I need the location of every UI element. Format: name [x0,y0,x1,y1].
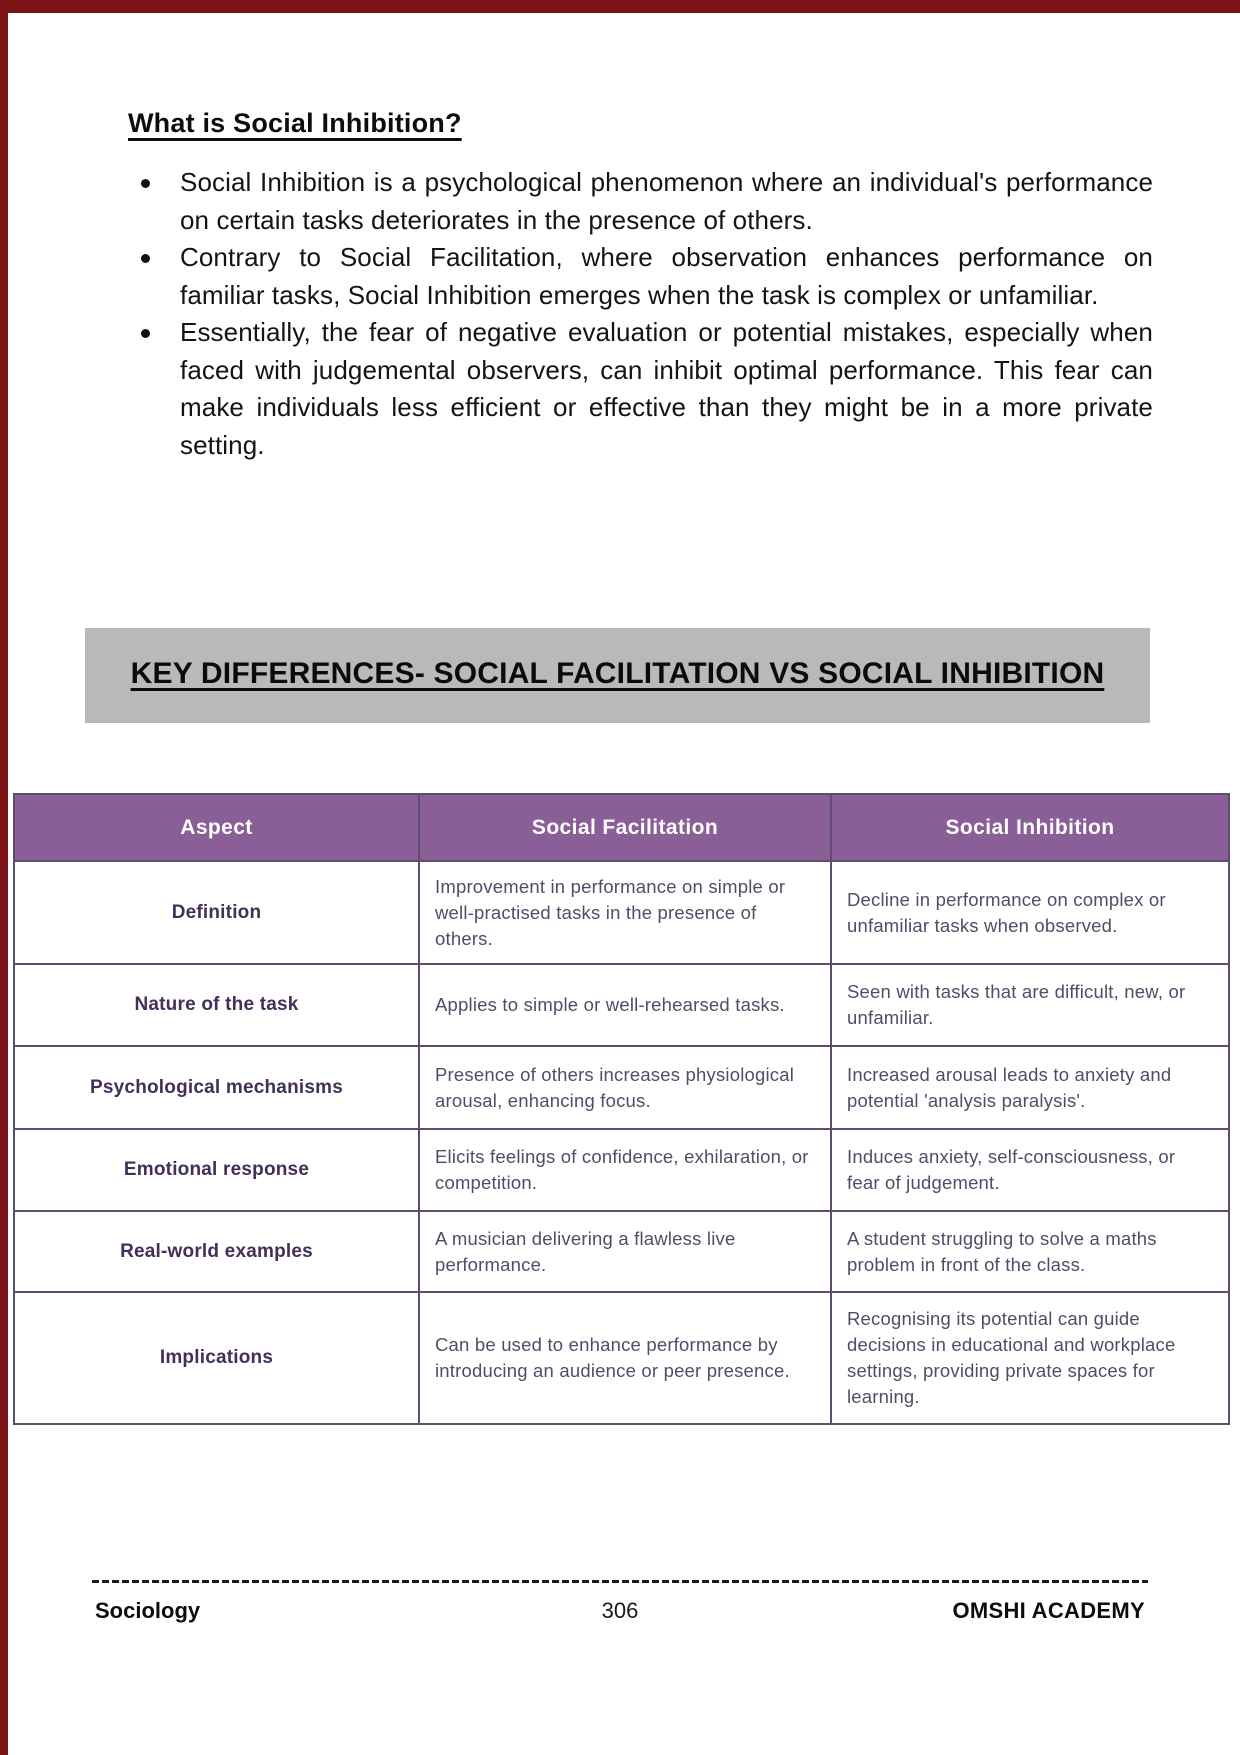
column-header-facilitation: Social Facilitation [419,794,831,861]
table-row [14,1211,1229,1292]
footer-divider [92,1580,1148,1583]
list-item [133,314,1153,464]
comparison-table [13,793,1230,1425]
table-row [14,1046,1229,1129]
aspect-cell: Definition [14,861,419,964]
bullet-text: Contrary to Social Facilitation, where observation enhances performance on familiar tasks, Social Inhibition emerges when the task is complex or unfamiliar. [180,242,1153,310]
footer-academy: OMSHI ACADEMY [952,1598,1145,1623]
aspect-cell: Emotional response [14,1129,419,1211]
facilitation-cell: Elicits feelings of confidence, exhilaration, or competition. [419,1129,831,1211]
table-row [14,964,1229,1046]
list-item [133,164,1153,239]
bullet-icon [141,254,150,263]
bullet-icon [141,329,150,338]
facilitation-cell: Presence of others increases physiological arousal, enhancing focus. [419,1046,831,1129]
inhibition-cell: Recognising its potential can guide decisions in educational and workplace settings, providing private spaces for learning. [831,1292,1229,1424]
bullet-icon [141,179,150,188]
page-footer [95,1598,1145,1624]
aspect-cell: Psychological mechanisms [14,1046,419,1129]
footer-page-number: 306 [601,1598,639,1623]
facilitation-cell: Can be used to enhance performance by introducing an audience or peer presence. [419,1292,831,1424]
table-row [14,1292,1229,1424]
column-header-inhibition: Social Inhibition [831,794,1229,861]
inhibition-cell: Decline in performance on complex or unfamiliar tasks when observed. [831,861,1229,964]
table-header-row [14,794,1229,861]
bullet-text: Social Inhibition is a psychological phenomenon where an individual's performance on certain tasks deteriorates in the presence of others. [180,167,1153,235]
footer-subject: Sociology [95,1598,201,1623]
bullet-text: Essentially, the fear of negative evaluation or potential mistakes, especially when faced with judgemental observers, can inhibit optimal performance. This fear can make individuals less efficient or effective than they might be in a more private setting. [180,317,1153,460]
table-row [14,861,1229,964]
facilitation-cell: A musician delivering a flawless live performance. [419,1211,831,1292]
inhibition-cell: Increased arousal leads to anxiety and potential 'analysis paralysis'. [831,1046,1229,1129]
column-header-aspect: Aspect [14,794,419,861]
facilitation-cell: Improvement in performance on simple or well-practised tasks in the presence of others. [419,861,831,964]
section-banner [85,628,1150,723]
list-item [133,239,1153,314]
facilitation-cell: Applies to simple or well-rehearsed tasks. [419,964,831,1046]
photo-edge-left [0,0,8,1755]
aspect-cell: Implications [14,1292,419,1424]
photo-edge-top [0,0,1240,13]
page-title: What is Social Inhibition? [128,108,462,138]
inhibition-cell: Seen with tasks that are difficult, new, or unfamiliar. [831,964,1229,1046]
intro-bullet-list [133,164,1153,464]
aspect-cell: Real-world examples [14,1211,419,1292]
table-row [14,1129,1229,1211]
aspect-cell: Nature of the task [14,964,419,1046]
inhibition-cell: Induces anxiety, self-consciousness, or fear of judgement. [831,1129,1229,1211]
section-banner-title: KEY DIFFERENCES- SOCIAL FACILITATION VS SOCIAL INHIBITION [130,657,1105,690]
inhibition-cell: A student struggling to solve a maths problem in front of the class. [831,1211,1229,1292]
